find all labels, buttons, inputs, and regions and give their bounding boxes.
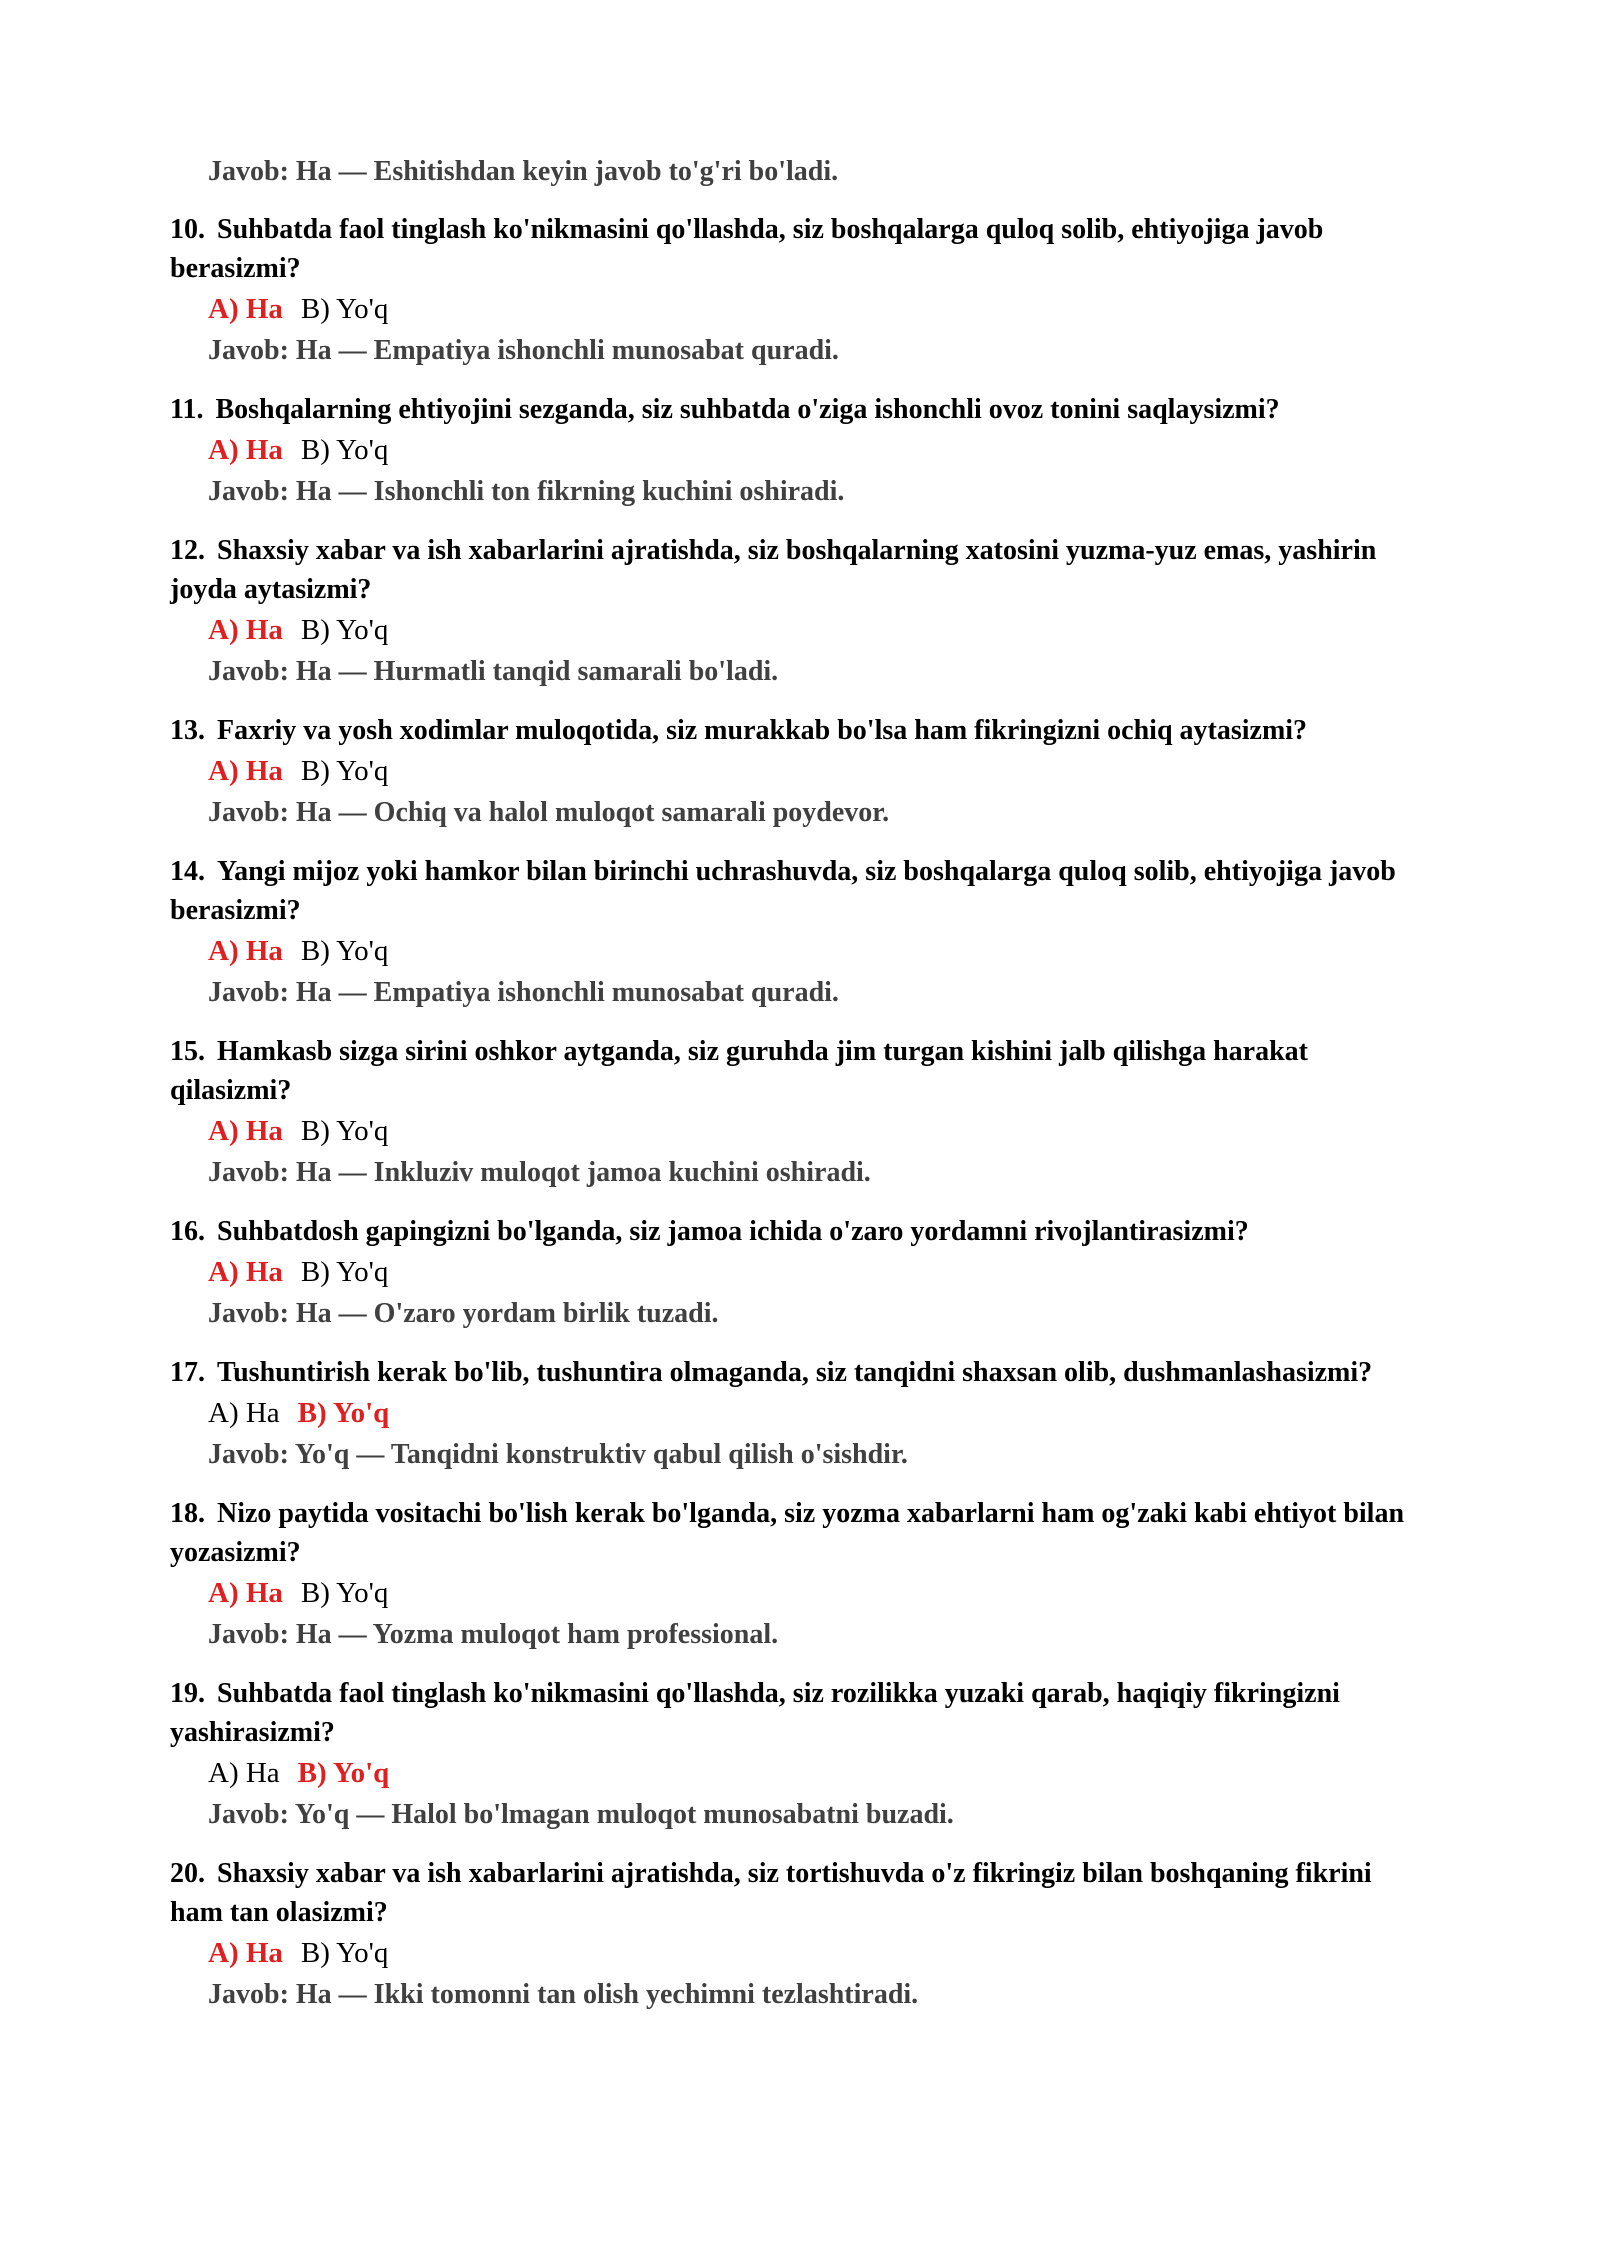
answer-options [208, 1251, 1430, 1293]
previous-answer-line: Javob: Ha — Eshitishdan keyin javob to'g'ri bo'ladi. [208, 156, 839, 187]
question-text [170, 711, 1430, 750]
answer-options [208, 288, 1430, 330]
option-a[interactable]: A) Ha [208, 755, 283, 787]
correct-answer-explanation: Javob: Ha — Inkluziv muloqot jamoa kuchini oshiradi. [208, 1157, 871, 1188]
correct-answer-explanation: Javob: Yo'q — Tanqidni konstruktiv qabul qilish o'sishdir. [208, 1439, 908, 1470]
option-a[interactable]: A) Ha [208, 434, 283, 466]
question-body: Suhbatda faol tinglash ko'nikmasini qo'llashda, siz rozilikka yuzaki qarab, haqiqiy fikringizni yashirasizmi? [170, 1678, 1340, 1748]
correct-answer-explanation: Javob: Ha — O'zaro yordam birlik tuzadi. [208, 1298, 719, 1329]
answer-options [208, 1932, 1430, 1974]
question-body: Suhbatda faol tinglash ko'nikmasini qo'llashda, siz boshqalarga quloq solib, ehtiyojiga javob berasizmi? [170, 214, 1324, 284]
question-item [170, 210, 1430, 372]
option-a[interactable]: A) Ha [208, 935, 283, 967]
answer-options [208, 609, 1430, 651]
answer-options [208, 429, 1430, 471]
correct-answer-explanation: Javob: Ha — Empatiya ishonchli munosabat quradi. [208, 335, 839, 366]
option-a[interactable]: A) Ha [208, 1937, 283, 1969]
question-text [170, 531, 1430, 609]
question-item [170, 1353, 1430, 1476]
answer-options [208, 1572, 1430, 1614]
option-a[interactable]: A) Ha [208, 1577, 283, 1609]
option-b[interactable]: B) Yo'q [300, 614, 389, 646]
option-a[interactable]: A) Ha [208, 1115, 283, 1147]
correct-answer-explanation: Javob: Ha — Hurmatli tanqid samarali bo'ladi. [208, 656, 779, 687]
question-item [170, 1674, 1430, 1836]
question-text [170, 1032, 1430, 1110]
question-text [170, 1353, 1430, 1392]
option-a[interactable]: A) Ha [208, 614, 283, 646]
question-number: 17. [170, 1357, 205, 1388]
option-b[interactable]: B) Yo'q [297, 1757, 390, 1789]
question-body: Hamkasb sizga sirini oshkor aytganda, siz guruhda jim turgan kishini jalb qilishga harakat qilasizmi? [170, 1036, 1308, 1106]
question-text [170, 852, 1430, 930]
question-item [170, 390, 1430, 513]
question-text [170, 1494, 1430, 1572]
question-item [170, 711, 1430, 834]
question-number: 13. [170, 715, 205, 746]
correct-answer-explanation: Javob: Ha — Ishonchli ton fikrning kuchini oshiradi. [208, 476, 845, 507]
option-b[interactable]: B) Yo'q [300, 1115, 389, 1147]
answer-options [208, 750, 1430, 792]
correct-answer-explanation: Javob: Ha — Yozma muloqot ham professional. [208, 1619, 779, 1650]
option-b[interactable]: B) Yo'q [300, 434, 389, 466]
option-b[interactable]: B) Yo'q [300, 1937, 389, 1969]
question-item [170, 531, 1430, 693]
document-page [170, 152, 1430, 2034]
option-a[interactable]: A) Ha [208, 293, 283, 325]
question-text [170, 390, 1430, 429]
question-text [170, 1674, 1430, 1752]
question-body: Shaxsiy xabar va ish xabarlarini ajratishda, siz boshqalarning xatosini yuzma-yuz emas, yashirin joyda aytasizmi? [170, 535, 1377, 605]
answer-options [208, 930, 1430, 972]
question-body: Faxriy va yosh xodimlar muloqotida, siz murakkab bo'lsa ham fikringizni ochiq aytasizmi? [217, 715, 1308, 746]
question-list [170, 210, 1430, 2016]
question-item [170, 1854, 1430, 2016]
question-number: 16. [170, 1216, 205, 1247]
question-text [170, 1212, 1430, 1251]
question-number: 12. [170, 535, 205, 566]
question-body: Tushuntirish kerak bo'lib, tushuntira olmaganda, siz tanqidni shaxsan olib, dushmanlashasizmi? [217, 1357, 1373, 1388]
option-b[interactable]: B) Yo'q [300, 1577, 389, 1609]
option-a[interactable]: A) Ha [208, 1397, 280, 1429]
answer-options [208, 1110, 1430, 1152]
correct-answer-explanation: Javob: Ha — Ochiq va halol muloqot samarali poydevor. [208, 797, 890, 828]
option-b[interactable]: B) Yo'q [300, 293, 389, 325]
question-number: 14. [170, 856, 205, 887]
question-item [170, 1494, 1430, 1656]
question-body: Yangi mijoz yoki hamkor bilan birinchi uchrashuvda, siz boshqalarga quloq solib, ehtiyojiga javob berasizmi? [170, 856, 1396, 926]
question-number: 10. [170, 214, 205, 245]
correct-answer-explanation: Javob: Yo'q — Halol bo'lmagan muloqot munosabatni buzadi. [208, 1799, 954, 1830]
question-number: 11. [170, 394, 204, 425]
correct-answer-explanation: Javob: Ha — Empatiya ishonchli munosabat quradi. [208, 977, 839, 1008]
option-b[interactable]: B) Yo'q [300, 1256, 389, 1288]
question-item [170, 1212, 1430, 1335]
correct-answer-explanation: Javob: Ha — Ikki tomonni tan olish yechimni tezlashtiradi. [208, 1979, 919, 2010]
option-b[interactable]: B) Yo'q [300, 755, 389, 787]
option-a[interactable]: A) Ha [208, 1256, 283, 1288]
answer-options [208, 1392, 1430, 1434]
question-body: Nizo paytida vositachi bo'lish kerak bo'lganda, siz yozma xabarlarni ham og'zaki kabi ehtiyot bilan yozasizmi? [170, 1498, 1405, 1568]
question-item [170, 1032, 1430, 1194]
question-number: 15. [170, 1036, 205, 1067]
option-b[interactable]: B) Yo'q [297, 1397, 390, 1429]
question-number: 20. [170, 1858, 205, 1889]
question-body: Suhbatdosh gapingizni bo'lganda, siz jamoa ichida o'zaro yordamni rivojlantirasizmi? [217, 1216, 1249, 1247]
option-b[interactable]: B) Yo'q [300, 935, 389, 967]
answer-options [208, 1752, 1430, 1794]
option-a[interactable]: A) Ha [208, 1757, 280, 1789]
question-text [170, 1854, 1430, 1932]
question-text [170, 210, 1430, 288]
question-body: Shaxsiy xabar va ish xabarlarini ajratishda, siz tortishuvda o'z fikringiz bilan boshqaning fikrini ham tan olasizmi? [170, 1858, 1372, 1928]
question-item [170, 852, 1430, 1014]
question-number: 19. [170, 1678, 205, 1709]
question-number: 18. [170, 1498, 205, 1529]
question-body: Boshqalarning ehtiyojini sezganda, siz suhbatda o'ziga ishonchli ovoz tonini saqlaysizmi? [215, 394, 1280, 425]
